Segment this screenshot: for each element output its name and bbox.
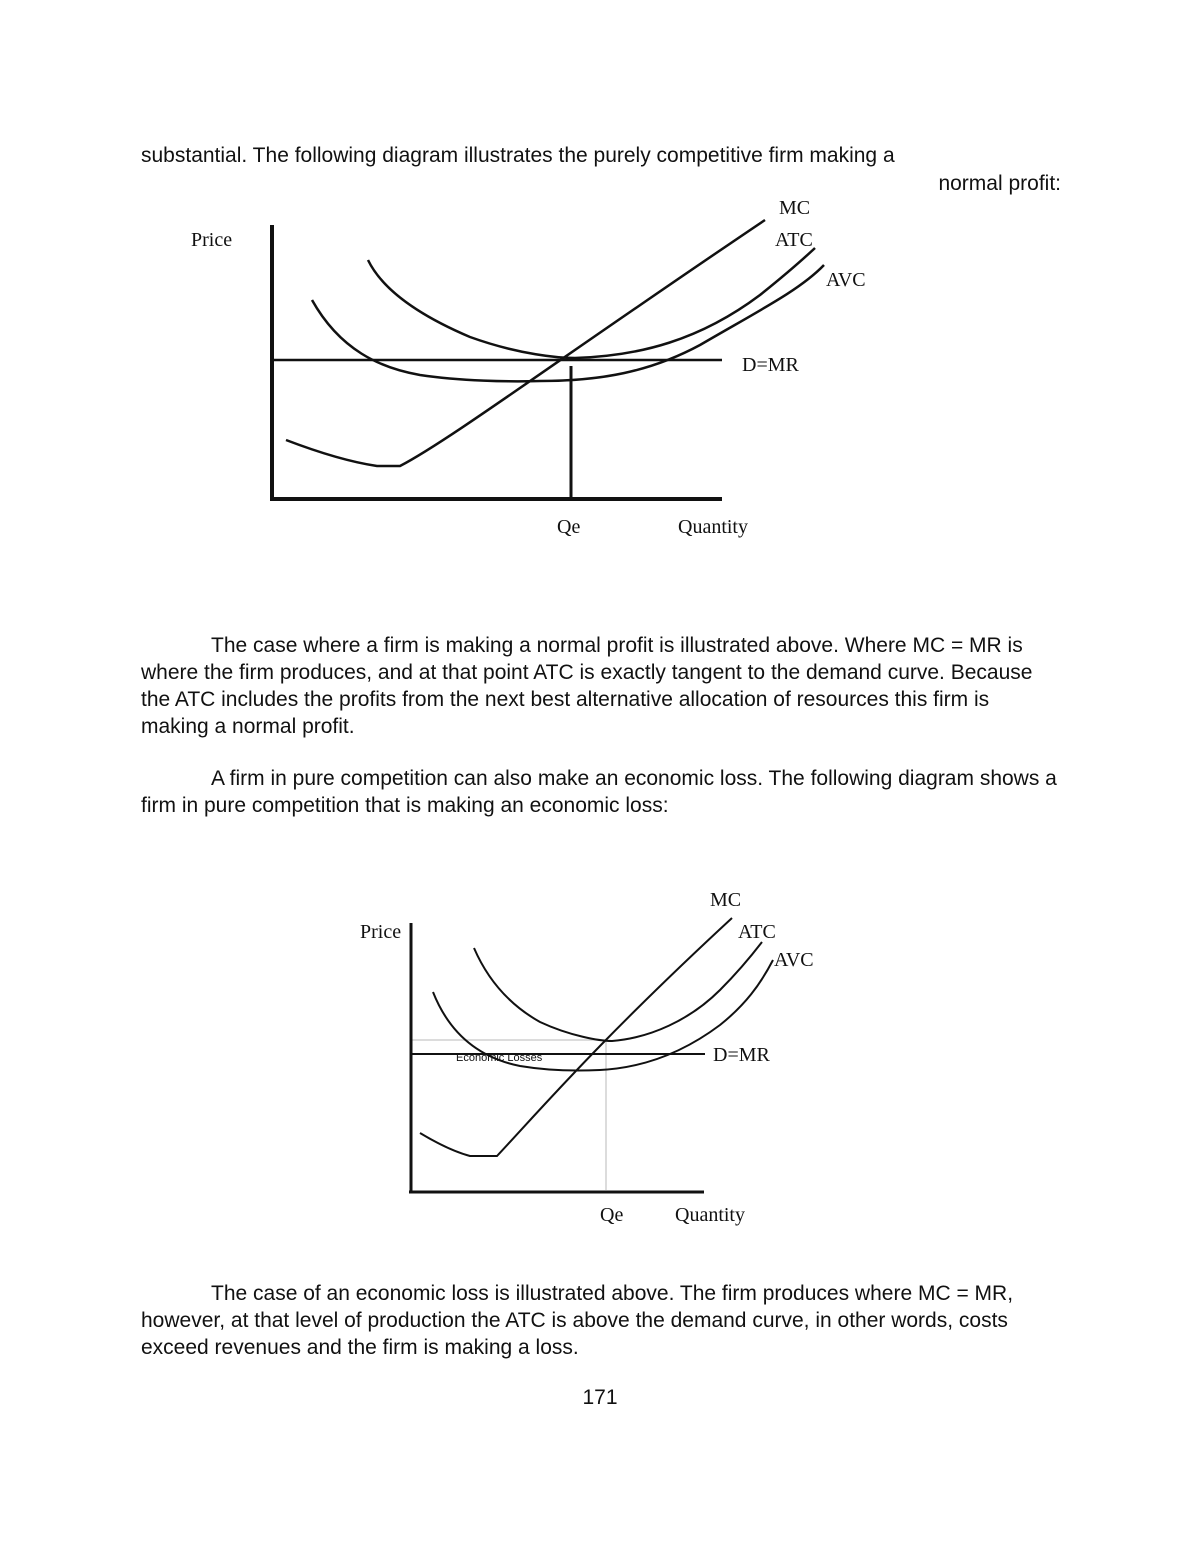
d2-avc-curve: [433, 960, 773, 1071]
paragraph-normal-profit: The case where a firm is making a normal profit is illustrated above. Where MC = MR is where the firm produces, and at that point ATC is exactly tangent to the demand curve. Because the ATC includes the profits from the next best alternative allocation of resources this firm is making a normal profit.: [141, 634, 1033, 738]
d2-price-label: Price: [360, 921, 402, 943]
d2-demand-label: D=MR: [713, 1044, 770, 1066]
d1-demand-label: D=MR: [742, 354, 799, 376]
d2-quantity-label: Quantity: [675, 1204, 745, 1226]
page-number: 171: [582, 1386, 618, 1409]
d1-quantity-label: Quantity: [678, 516, 748, 538]
d1-avc-label: AVC: [826, 269, 866, 291]
d2-economic-losses-label: Economic Losses: [456, 1052, 543, 1064]
d2-atc-curve: [474, 942, 762, 1041]
d1-atc-label: ATC: [775, 229, 813, 251]
d2-atc-label: ATC: [738, 921, 776, 943]
d1-atc-curve: [368, 248, 815, 358]
intro-line-1: substantial. The following diagram illustrates the purely competitive firm making a: [141, 144, 895, 167]
d1-price-label: Price: [191, 229, 233, 251]
d2-mc-label: MC: [710, 889, 742, 911]
d2-qe-label: Qe: [600, 1204, 624, 1226]
intro-line-2: normal profit:: [938, 172, 1061, 195]
d1-avc-curve: [312, 265, 824, 381]
d1-mc-label: MC: [779, 197, 811, 219]
d2-mc-curve: [420, 918, 732, 1156]
d1-mc-curve: [286, 220, 765, 466]
paragraph-economic-loss: The case of an economic loss is illustrated above. The firm produces where MC = MR, however, at that level of production the ATC is above the demand curve, in other words, costs exceed revenues and the firm is making a loss.: [141, 1282, 1014, 1359]
d2-avc-label: AVC: [774, 949, 814, 971]
paragraph-loss-intro: A firm in pure competition can also make an economic loss. The following diagram shows a firm in pure competition that is making an economic loss:: [141, 767, 1057, 817]
d1-qe-label: Qe: [557, 516, 581, 538]
